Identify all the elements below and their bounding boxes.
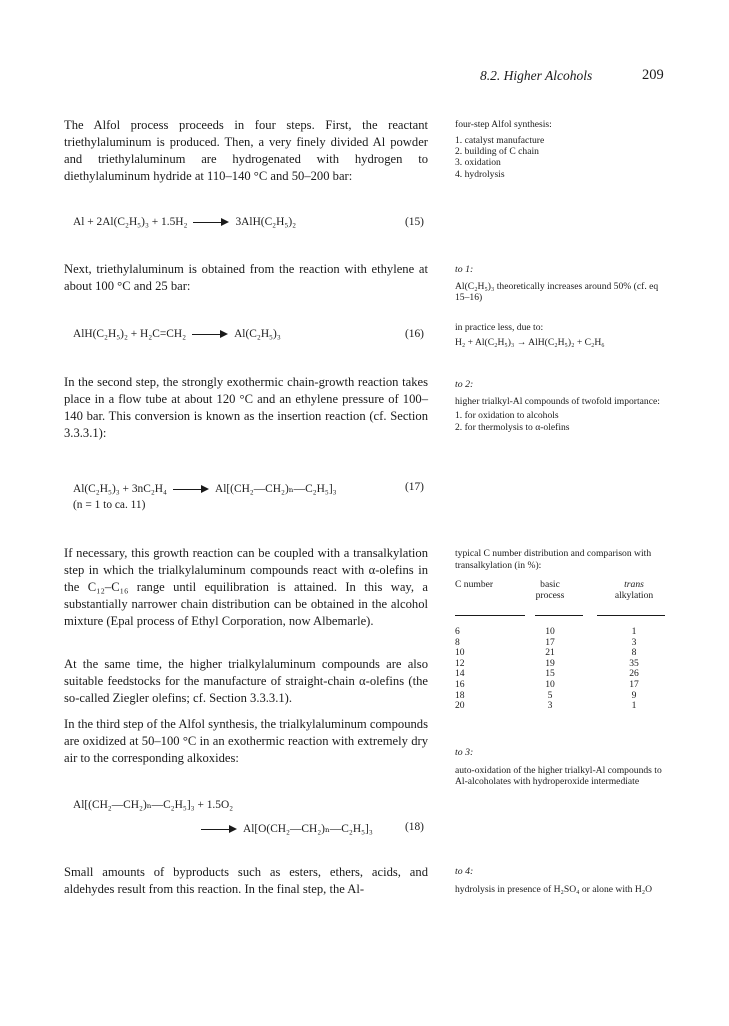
table-cell: 35 <box>629 657 639 669</box>
table-cell: 10 <box>545 626 555 637</box>
eq18-number: (18) <box>405 821 424 833</box>
reaction-arrow-icon <box>192 330 228 338</box>
paragraph-2: Next, triethylaluminum is obtained from the reaction with ethylene at about 100 °C and 25 bar: <box>64 262 428 294</box>
sidenote-step4 <box>455 866 667 895</box>
list-item: 2. building of C chain <box>455 146 539 157</box>
table-caption: typical C number distribution and comparison with transalkylation (in %): <box>455 548 652 571</box>
sidenote-step3 <box>455 747 667 788</box>
sidenote-text: hydrolysis in presence of H₂SO₄ or alone with H₂O <box>455 883 653 895</box>
sidenote-text: Al(C₂H₅)₃ theoretically increases around 50% (cf. eq 15–16) <box>455 280 659 304</box>
table-cell: 3 <box>631 636 637 648</box>
sidenote-step2 <box>455 379 667 433</box>
table-cell: 9 <box>631 689 637 701</box>
reaction-arrow-icon <box>201 825 237 833</box>
eq17-note: (n = 1 to ca. 11) <box>73 499 146 511</box>
table-cell: 8 <box>631 647 637 659</box>
reaction-arrow-icon <box>173 485 209 493</box>
eq16-number: (16) <box>405 328 424 340</box>
page-number: 209 <box>642 67 664 83</box>
sidenote-label: to 3: <box>455 747 474 758</box>
table-cell: 10 <box>455 647 465 659</box>
distribution-table <box>455 579 667 729</box>
table-rule <box>597 615 665 616</box>
table-cell: 16 <box>455 679 465 690</box>
eq15-rhs: 3AlH(C₂H₅)₂ <box>235 216 297 228</box>
list-item: 4. hydrolysis <box>455 168 505 180</box>
eq18-lhs: Al[(CH₂—CH₂)ₙ—C₂H₅]₃ + 1.5O₂ <box>73 799 234 811</box>
sidenote-text: in practice less, due to: <box>455 322 544 333</box>
paragraph-3: In the second step, the strongly exothermic chain-growth reaction takes place in a flow tube at about 120 °C and an ethylene pressure of 100–140 bar. This conversion is known as the insertion reaction (cf. Section 3.3.3.1): <box>64 375 428 441</box>
eq17-lhs: Al(C₂H₅)₃ + 3nC₂H₄ <box>73 483 167 495</box>
eq17-number: (17) <box>405 481 424 493</box>
list-item: 1. for oxidation to alcohols <box>455 410 559 422</box>
table-cell: 20 <box>455 700 465 712</box>
equation-16 <box>73 328 428 344</box>
paragraph-6: In the third step of the Alfol synthesis, the trialkylaluminum compounds are oxidized at 50–100 °C in an exothermic reaction with extremely dry air to the corresponding alkoxides: <box>64 717 428 766</box>
eq16-lhs: AlH(C₂H₅)₂ + H₂C=CH₂ <box>73 328 187 340</box>
table-cell: 8 <box>455 636 460 648</box>
sidenote-text: higher trialkyl-Al compounds of twofold importance: <box>455 395 660 407</box>
list-item: 2. for thermolysis to α-olefins <box>455 421 570 433</box>
table-cell: 1 <box>631 626 637 637</box>
eq18-rhs: Al[O(CH₂—CH₂)ₙ—C₂H₅]₃ <box>243 823 373 835</box>
table-cell: 14 <box>455 668 465 680</box>
table-cell: 5 <box>547 689 553 701</box>
running-header-section: 8.2. Higher Alcohols <box>480 68 593 83</box>
table-cell: 6 <box>455 626 460 637</box>
table-cell: 10 <box>545 679 555 690</box>
sidenote-step1 <box>455 264 667 304</box>
eq15-number: (15) <box>405 216 424 228</box>
equation-15 <box>73 216 428 232</box>
table-cell: 12 <box>455 657 465 669</box>
paragraph-1: The Alfol process proceeds in four steps. First, the reactant triethylaluminum is produced. Then, a very finely divided Al powder and triethylaluminum are hydrogenated with hydrogen to diethylaluminum hydride at 110–140 °C and 50–200 bar: <box>64 118 428 184</box>
table-row <box>455 701 667 711</box>
equation-18 <box>195 821 428 837</box>
paragraph-5: At the same time, the higher trialkylaluminum compounds are also suitable feedstocks for the manufacture of straight-chain α-olefins (the so-called Ziegler olefins; cf. Section 3.3.3.1). <box>64 657 428 706</box>
eq17-rhs: Al[(CH₂—CH₂)ₙ—C₂H₅]₃ <box>215 483 337 495</box>
table-cell: 21 <box>545 647 555 659</box>
table-cell: 17 <box>545 636 555 648</box>
sidenote-text: auto-oxidation of the higher trialkyl-Al compounds to Al-alcoholates with hydroperoxide intermediate <box>455 764 662 788</box>
sidenote-label: to 1: <box>455 264 474 275</box>
paragraph-7: Small amounts of byproducts such as esters, ethers, acids, and aldehydes result from this reaction. In the final step, the Al- <box>64 865 428 897</box>
reaction-arrow-icon <box>193 218 229 226</box>
list-item: 1. catalyst manufacture <box>455 134 545 146</box>
table-cell: 19 <box>545 657 555 669</box>
table-cell: 18 <box>455 689 465 701</box>
table-cell: 1 <box>631 700 637 712</box>
table-row <box>455 680 667 690</box>
table-rule <box>455 615 525 616</box>
column-header: basic process <box>535 579 565 602</box>
column-header: C number <box>455 579 494 590</box>
table-cell: 17 <box>629 679 639 690</box>
sidenote-label: to 4: <box>455 866 474 877</box>
eq16-rhs: Al(C₂H₅)₃ <box>234 328 281 340</box>
sidenote-steps-title: four-step Alfol synthesis: <box>455 119 552 130</box>
sidenote-step1b <box>455 322 667 348</box>
equation-17 <box>73 481 428 497</box>
paragraph-4: If necessary, this growth reaction can be coupled with a transalkylation step in which the trialkylaluminum compounds react with α-olefins in the C₁₂–C₁₆ range until equilibration is attained. In this way, a substantially narrower chain distribution can be obtained in the alcohol mixture (Epal process of Ethyl Corporation, now Albemarle). <box>64 546 428 629</box>
table-cell: 15 <box>545 668 555 680</box>
side-reaction: H₂ + Al(C₂H₅)₃ → AlH(C₂H₅)₂ + C₂H₆ <box>455 336 605 348</box>
sidenote-steps <box>455 119 667 180</box>
table-cell: 26 <box>629 668 639 680</box>
list-item: 3. oxidation <box>455 157 501 169</box>
table-cell: 3 <box>547 700 553 712</box>
eq15-lhs: Al + 2Al(C₂H₅)₃ + 1.5H₂ <box>73 216 188 228</box>
table-rule <box>535 615 583 616</box>
column-header: trans alkylation <box>614 579 654 602</box>
table-row <box>455 627 667 637</box>
sidenote-label: to 2: <box>455 379 474 390</box>
